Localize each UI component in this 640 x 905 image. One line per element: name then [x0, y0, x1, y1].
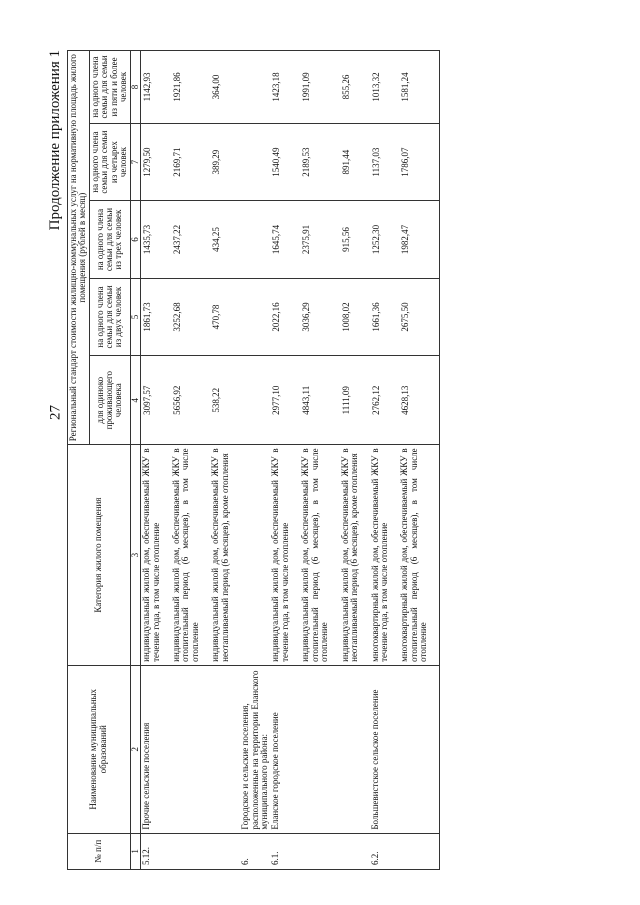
value-three: 2375,91: [300, 201, 339, 278]
value-four: 2189,53: [300, 123, 339, 200]
value-single: 2762,12: [370, 356, 400, 445]
value-four: 2169,71: [171, 123, 210, 200]
header-number: 8: [130, 51, 140, 124]
header-three: на одного члена семьи для семьи из трех человек: [89, 201, 130, 278]
value-single: 1111,09: [340, 356, 370, 445]
value-three: [240, 201, 270, 278]
row-number: [340, 833, 370, 869]
header-number: 6: [130, 201, 140, 278]
value-four: 1279,50: [141, 123, 171, 200]
header-five: на одного члена семьи для семьи из пяти и более человек: [89, 51, 130, 124]
housing-category: индивидуальный жилой дом, обеспечиваемый ЖКУ в течение года, в том числе отопление: [141, 445, 171, 666]
value-four: 1137,03: [370, 123, 400, 200]
table-row: [300, 51, 339, 870]
value-five: [240, 51, 270, 124]
municipality-name: [300, 665, 339, 833]
table-row: [340, 51, 370, 870]
value-three: 1645,74: [270, 201, 300, 278]
municipality-name: [399, 665, 439, 833]
housing-category: многоквартирный жилой дом, обеспечиваемый ЖКУ в отопительный период (6 месяцев), в том числе отопление: [399, 445, 439, 666]
continuation-note: Продолжение приложения 1: [47, 50, 63, 231]
header-number: 4: [130, 356, 140, 445]
header-row-1: [68, 51, 90, 870]
row-number: [210, 833, 240, 869]
value-three: 1252,30: [370, 201, 400, 278]
municipality-name: [210, 665, 240, 833]
table-row: [370, 51, 400, 870]
value-single: 2977,10: [270, 356, 300, 445]
housing-category: индивидуальный жилой дом, обеспечиваемый ЖКУ в неотапливаемый период (6 месяцев), кроме отопления: [340, 445, 370, 666]
housing-category: [240, 445, 270, 666]
value-four: 891,44: [340, 123, 370, 200]
value-five: 1991,09: [300, 51, 339, 124]
value-three: 1982,47: [399, 201, 439, 278]
value-two: 470,78: [210, 278, 240, 355]
header-category: Категория жилого помещения: [68, 445, 131, 666]
header-no: № п/п: [68, 833, 131, 869]
value-three: 915,56: [340, 201, 370, 278]
page-number: 27: [47, 405, 64, 420]
value-two: [240, 278, 270, 355]
row-number: [399, 833, 439, 869]
value-five: 855,26: [340, 51, 370, 124]
header-number: 5: [130, 278, 140, 355]
value-three: 434,25: [210, 201, 240, 278]
housing-category: индивидуальный жилой дом, обеспечиваемый ЖКУ в отопительный период (6 месяцев), в том числе отопление: [171, 445, 210, 666]
value-two: 3036,29: [300, 278, 339, 355]
value-two: 3252,68: [171, 278, 210, 355]
value-four: [240, 123, 270, 200]
value-five: 1142,93: [141, 51, 171, 124]
value-single: 538,22: [210, 356, 240, 445]
header-two: на одного члена семьи для семьи из двух человек: [89, 278, 130, 355]
header-number: 2: [130, 665, 140, 833]
value-four: 389,29: [210, 123, 240, 200]
row-number: [300, 833, 339, 869]
value-five: 364,00: [210, 51, 240, 124]
value-single: 5656,92: [171, 356, 210, 445]
municipality-name: Прочие сельские поселения: [141, 665, 171, 833]
table-row: [240, 51, 270, 870]
municipality-name: Большевистское сельское поселение: [370, 665, 400, 833]
value-two: 2022,16: [270, 278, 300, 355]
municipality-name: Городское и сельские поселения, расположенные на территории Еланского муниципального района:: [240, 665, 270, 833]
header-single: для одиноко проживающего человека: [89, 356, 130, 445]
value-three: 2437,22: [171, 201, 210, 278]
value-single: 3097,57: [141, 356, 171, 445]
table-row: [141, 51, 171, 870]
row-number: 5.12.: [141, 833, 171, 869]
row-number: 6.: [240, 833, 270, 869]
value-five: 1423,18: [270, 51, 300, 124]
header-number: 3: [130, 445, 140, 666]
table-row: [399, 51, 439, 870]
value-two: 1861,73: [141, 278, 171, 355]
header-standard: Региональный стандарт стоимости жилищно-коммунальных услуг на нормативную площадь жилого помещения (рублей в месяц): [68, 51, 90, 445]
municipality-name: [171, 665, 210, 833]
header-name: Наименование муниципальных образований: [68, 665, 131, 833]
header-four: на одного члена семьи для семьи из четырех человек: [89, 123, 130, 200]
value-five: 1013,32: [370, 51, 400, 124]
housing-category: индивидуальный жилой дом, обеспечиваемый ЖКУ в неотапливаемый период (6 месяцев), кроме отопления: [210, 445, 240, 666]
value-four: 1540,49: [270, 123, 300, 200]
value-two: 2675,50: [399, 278, 439, 355]
table-row: [270, 51, 300, 870]
standards-table: [67, 50, 440, 870]
value-single: [240, 356, 270, 445]
municipality-name: Еланское городское поселение: [270, 665, 300, 833]
value-single: 4628,13: [399, 356, 439, 445]
header-number: 7: [130, 123, 140, 200]
header-number-row: [130, 51, 140, 870]
row-number: [171, 833, 210, 869]
value-two: 1661,36: [370, 278, 400, 355]
housing-category: индивидуальный жилой дом, обеспечиваемый ЖКУ в отопительный период (6 месяцев), в том числе отопление: [300, 445, 339, 666]
row-number: 6.2.: [370, 833, 400, 869]
value-five: 1921,86: [171, 51, 210, 124]
table-row: [210, 51, 240, 870]
housing-category: индивидуальный жилой дом, обеспечиваемый ЖКУ в течение года, в том числе отопление: [270, 445, 300, 666]
header-number: 1: [130, 833, 140, 869]
rotated-page-content: [45, 50, 575, 870]
housing-category: многоквартирный жилой дом, обеспечиваемый ЖКУ в течение года, в том числе отопление: [370, 445, 400, 666]
value-single: 4843,11: [300, 356, 339, 445]
value-four: 1786,07: [399, 123, 439, 200]
table-row: [171, 51, 210, 870]
row-number: 6.1.: [270, 833, 300, 869]
value-five: 1581,24: [399, 51, 439, 124]
value-three: 1435,73: [141, 201, 171, 278]
value-two: 1008,02: [340, 278, 370, 355]
municipality-name: [340, 665, 370, 833]
